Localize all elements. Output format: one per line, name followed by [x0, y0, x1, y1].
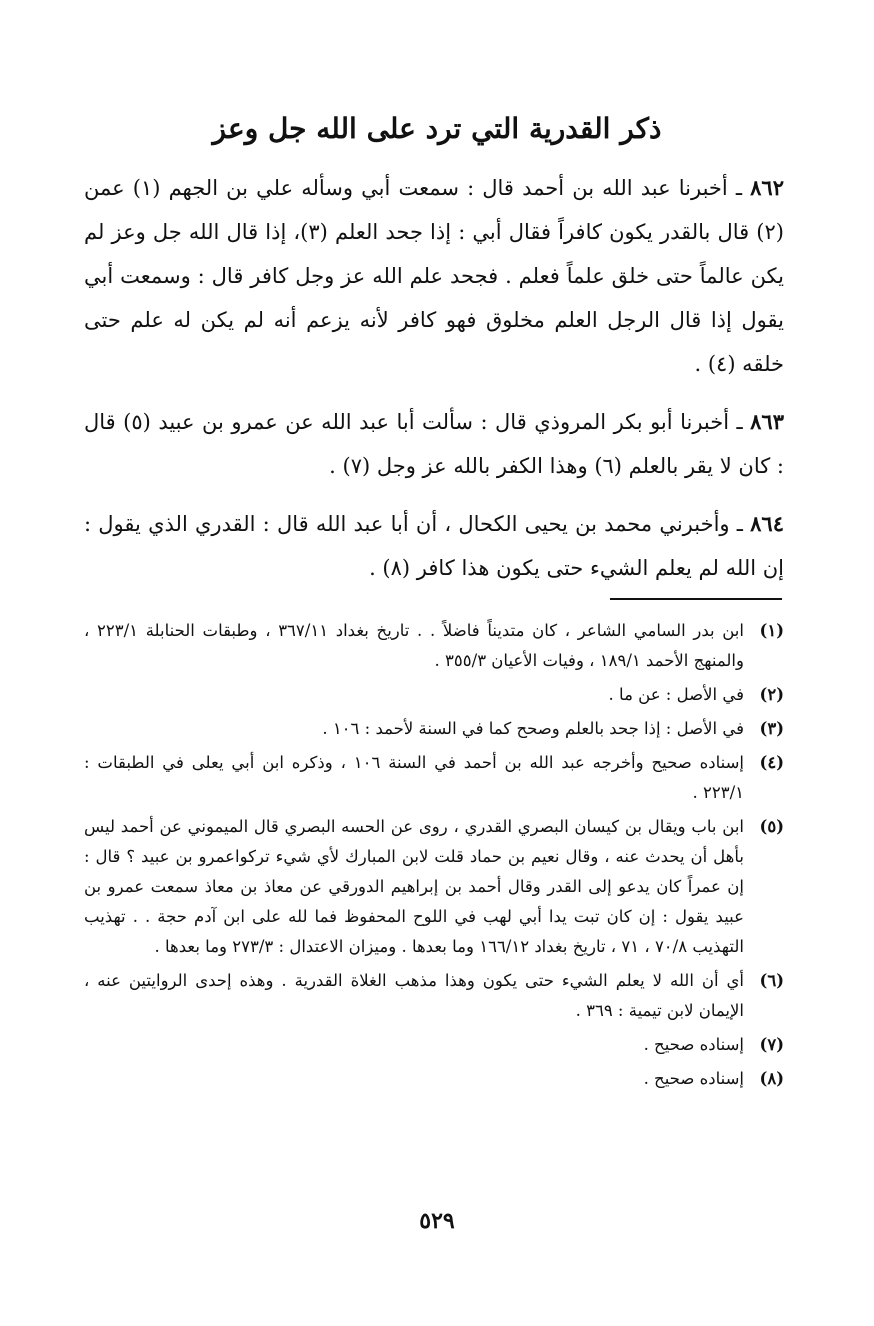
- hadith-text: ـ وأخبرني محمد بن يحيى الكحال ، أن أبا عبد الله قال : القدري الذي يقول : إن الله لم يعلم الشيء حتى يكون هذا كافر (٨) .: [84, 512, 784, 580]
- footnotes: [84, 616, 784, 1098]
- hadith-text: ـ أخبرنا أبو بكر المروذي قال : سألت أبا عبد الله عن عمرو بن عبيد (٥) قال : كان لا يقر بالعلم (٦) وهذا الكفر بالله عز وجل (٧) .: [84, 410, 784, 478]
- footnote-text: أي أن الله لا يعلم الشيء حتى يكون وهذا مذهب الغلاة القدرية . وهذه إحدى الروايتين عنه ، الإيمان لابن تيمية : ٣٦٩ .: [84, 971, 744, 1020]
- main-text: [84, 166, 784, 604]
- footnote-label: (٤): [759, 753, 784, 772]
- footnote-text: ابن باب ويقال بن كيسان البصري القدري ، روى عن الحسه البصري قال الميموني عن أحمد ليس بأهل أن يحدث عنه ، وقال نعيم بن حماد قلت لابن المبارك لأي شيء تركواعمرو بن عبيد ؟ قال : إن عمراً كان يدعو إلى القدر وقال أحمد بن إبراهيم الدورقي عن معاذ بن معاذ سمعت عمرو بن عبيد يقول : إن كان تبت يدا أبي لهب في اللوح المحفوظ فما لله على ابن آدم حجة . . تهذيب التهذيب ٧٠/٨ ، ٧١ ، تاريخ بغداد ١٦٦/١٢ وما بعدها . وميزان الاعتدال : ٢٧٣/٣ وما بعدها .: [84, 817, 744, 956]
- footnote: [84, 714, 784, 744]
- page-title: ذكر القدرية التي ترد على الله جل وعز: [212, 112, 662, 145]
- footnote-label: (٨): [759, 1069, 784, 1088]
- footnote-label: (١): [759, 621, 784, 640]
- footnote: [84, 1064, 784, 1094]
- footnote-label: (٢): [759, 685, 784, 704]
- footnote: [84, 748, 784, 808]
- footnote-label: (٧): [759, 1035, 784, 1054]
- hadith-paragraph: [84, 400, 784, 488]
- page-number: ٥٢٩: [419, 1208, 455, 1234]
- footnote: [84, 1030, 784, 1060]
- footnote-divider: [610, 598, 782, 600]
- hadith-number: ٨٦٤: [750, 511, 784, 536]
- footnote: [84, 680, 784, 710]
- footnote-text: إسناده صحيح .: [643, 1035, 744, 1054]
- footnote-text: إسناده صحيح وأخرجه عبد الله بن أحمد في السنة ١٠٦ ، وذكره ابن أبي يعلى في الطبقات : ٢٢٣/١ .: [84, 753, 744, 802]
- footnote-text: في الأصل : عن ما .: [608, 685, 744, 704]
- hadith-number: ٨٦٢: [750, 175, 784, 200]
- footnote-label: (٣): [759, 719, 784, 738]
- footnote-text: إسناده صحيح .: [643, 1069, 744, 1088]
- footnote: [84, 616, 784, 676]
- footnote-label: (٥): [759, 817, 784, 836]
- footnote: [84, 966, 784, 1026]
- hadith-paragraph: [84, 166, 784, 386]
- footnote-text: في الأصل : إذا جحد بالعلم وصحح كما في السنة لأحمد : ١٠٦ .: [322, 719, 744, 738]
- hadith-paragraph: [84, 502, 784, 590]
- hadith-number: ٨٦٣: [750, 409, 784, 434]
- footnote-text: ابن بدر السامي الشاعر ، كان متديناً فاضلاً . . تاريخ بغداد ٣٦٧/١١ ، وطبقات الحنابلة ٢٢٣/١ ، والمنهج الأحمد ١٨٩/١ ، وفيات الأعيان ٣٥٥/٣ .: [84, 621, 744, 670]
- footnote: [84, 812, 784, 962]
- hadith-text: ـ أخبرنا عبد الله بن أحمد قال : سمعت أبي وسأله علي بن الجهم (١) عمن (٢) قال بالقدر يكون كافراً فقال أبي : إذا جحد العلم (٣)، إذا قال الله جل وعز لم يكن عالماً حتى خلق علماً فعلم . فجحد علم الله عز وجل كافر قال : وسمعت أبي يقول إذا قال الرجل العلم مخلوق فهو كافر لأنه يزعم أنه لم يكن له علم حتى خلقه (٤) .: [84, 176, 784, 376]
- footnote-label: (٦): [759, 971, 784, 990]
